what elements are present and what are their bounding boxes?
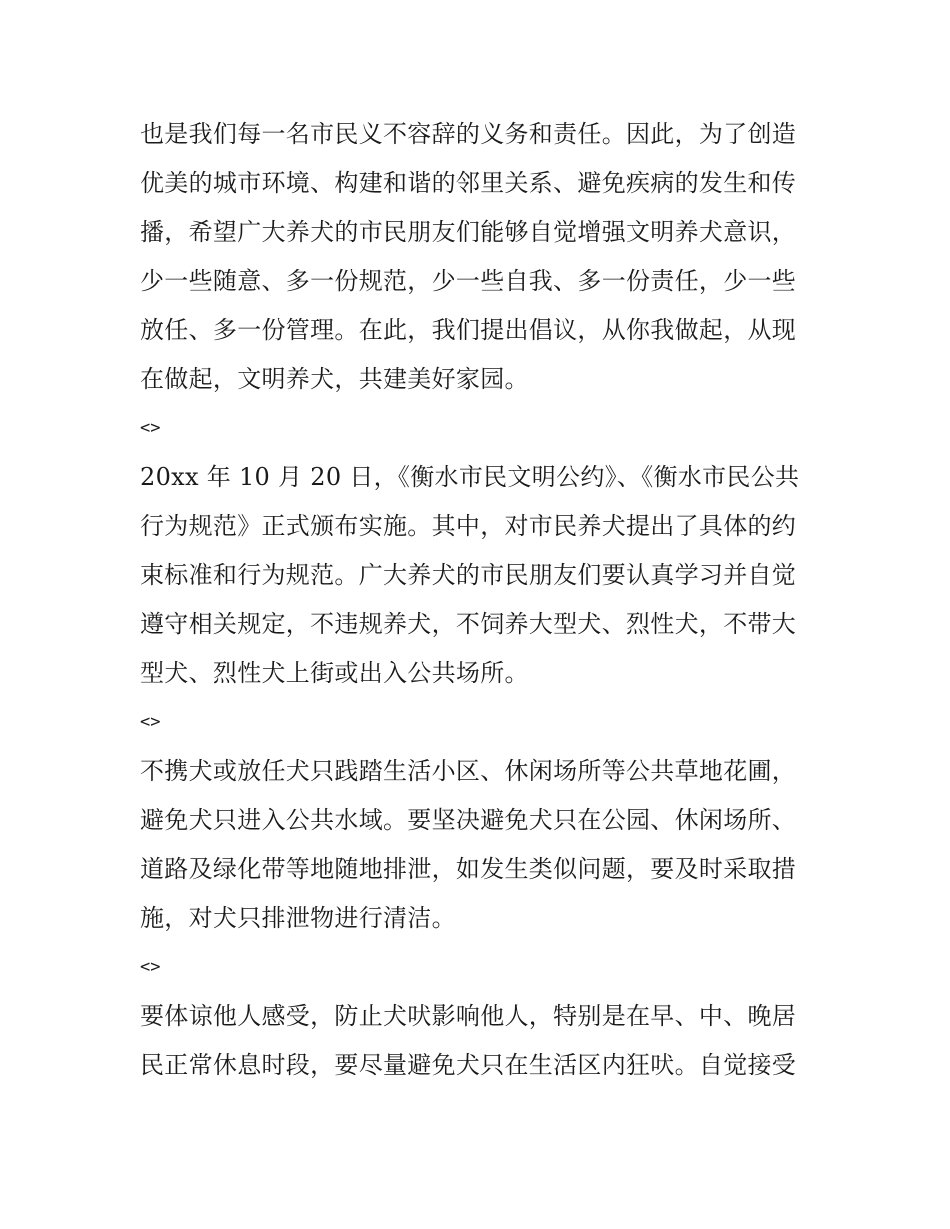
text-line: 避免犬只进入公共水域。要坚决避免犬只在公园、休闲场所、: [140, 806, 797, 834]
text-line: 民正常休息时段，要尽量避免犬只在生活区内狂吠。自觉接受: [140, 1051, 797, 1079]
paragraph-separator: <>: [140, 418, 161, 438]
text-line: 道路及绿化带等地随地排泄，如发生类似问题，要及时采取措: [140, 855, 797, 883]
text-line: 束标准和行为规范。广大养犬的市民朋友们要认真学习并自觉: [140, 561, 797, 589]
paragraph-1: [140, 110, 815, 404]
text-line: 优美的城市环境、构建和谐的邻里关系、避免疾病的发生和传: [140, 169, 797, 197]
text-line: 20xx 年 10 月 20 日，《衡水市民文明公约》、《衡水市民公共: [140, 463, 800, 491]
text-line: 少一些随意、多一份规范，少一些自我、多一份责任，少一些: [140, 267, 797, 295]
text-line: 在做起，文明养犬，共建美好家园。: [140, 365, 529, 393]
paragraph-4: [140, 992, 815, 1090]
paragraph-2: [140, 453, 815, 698]
text-line: 行为规范》正式颁布实施。其中，对市民养犬提出了具体的约: [140, 512, 797, 540]
text-line: 放任、多一份管理。在此，我们提出倡议，从你我做起，从现: [140, 316, 797, 344]
paragraph-separator: <>: [140, 957, 161, 977]
document-body: [140, 110, 815, 1090]
paragraph-separator: <>: [140, 712, 161, 732]
text-line: 型犬、烈性犬上街或出入公共场所。: [140, 659, 529, 687]
text-line: 要体谅他人感受，防止犬吠影响他人，特别是在早、中、晚居: [140, 1002, 797, 1030]
text-line: 也是我们每一名市民义不容辞的义务和责任。因此，为了创造: [140, 120, 797, 148]
paragraph-3: [140, 747, 815, 943]
text-line: 遵守相关规定，不违规养犬，不饲养大型犬、烈性犬，不带大: [140, 610, 797, 638]
text-line: 施，对犬只排泄物进行清洁。: [140, 904, 456, 932]
text-line: 不携犬或放任犬只践踏生活小区、休闲场所等公共草地花圃，: [140, 757, 797, 785]
text-line: 播，希望广大养犬的市民朋友们能够自觉增强文明养犬意识，: [140, 218, 797, 246]
